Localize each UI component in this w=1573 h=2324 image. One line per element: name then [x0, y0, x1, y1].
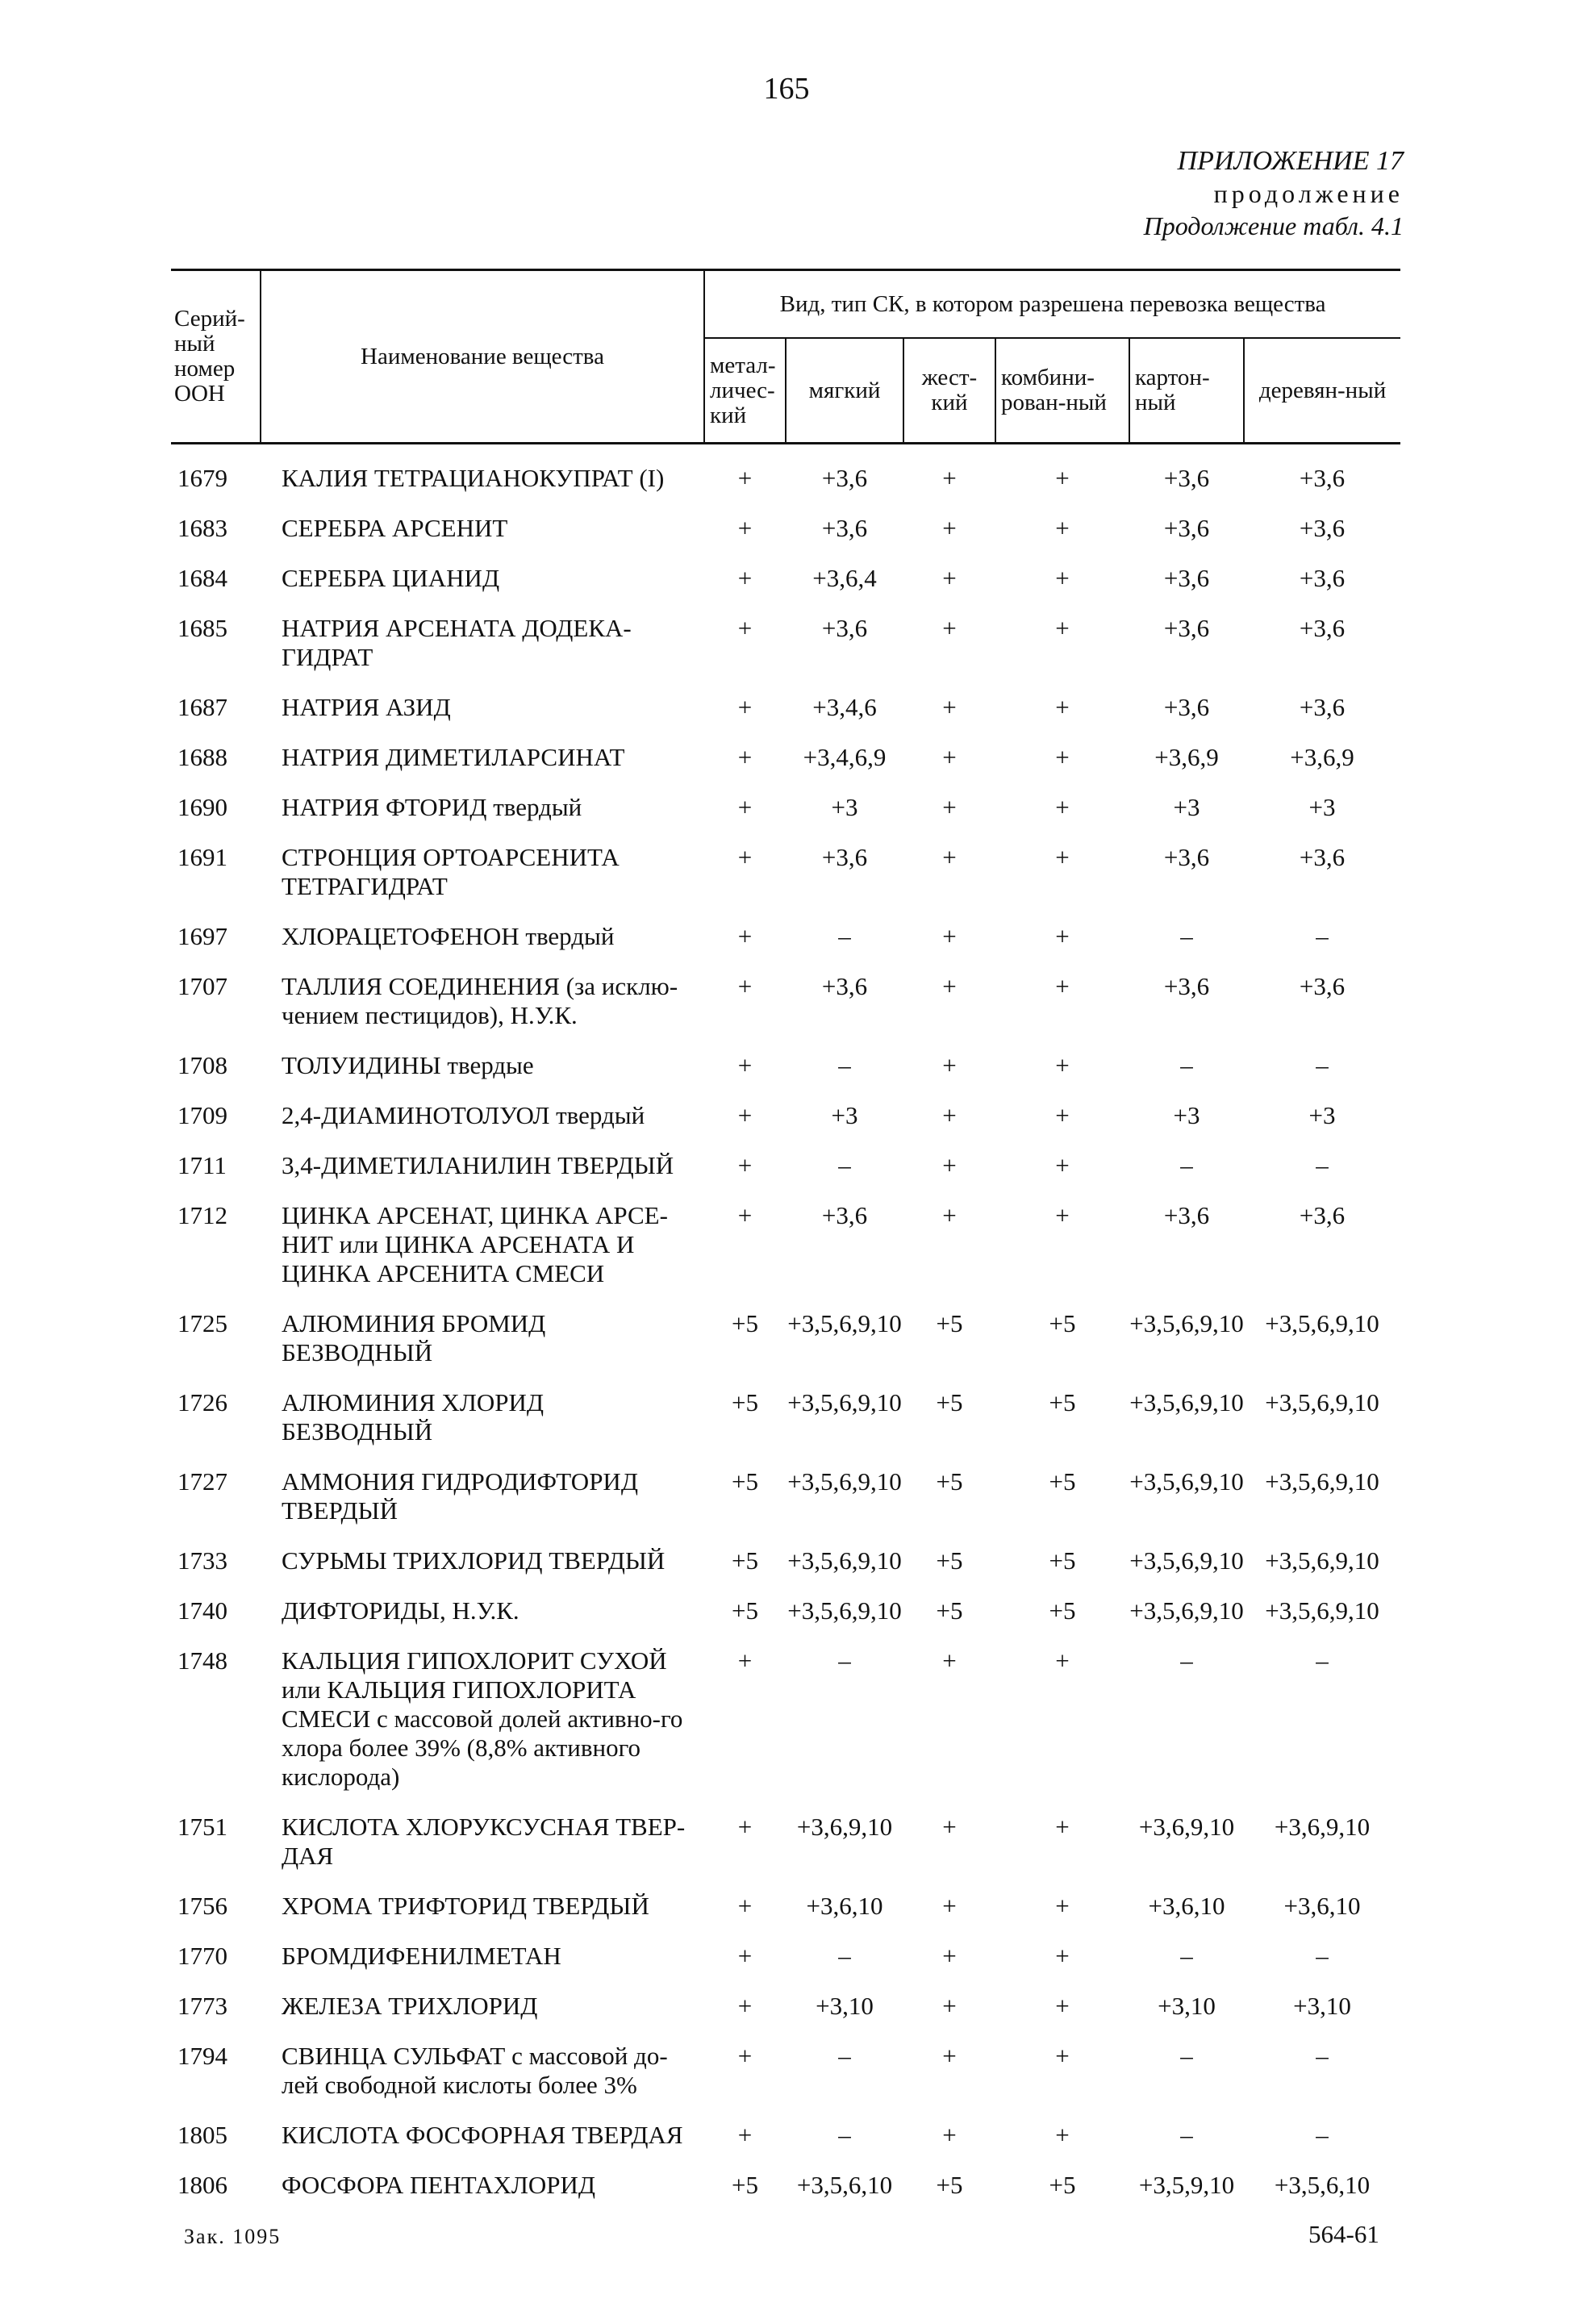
cell-substance-name: КИСЛОТА ФОСФОРНАЯ ТВЕРДАЯ [282, 2121, 683, 2149]
cell-cardboard: – [1180, 1942, 1193, 1970]
cell-rigid: +5 [936, 1596, 963, 1625]
cell-combined: + [1055, 2042, 1070, 2070]
cell-combined: +5 [1049, 1309, 1076, 1337]
cell-soft: – [838, 2042, 851, 2070]
cell-substance-name: БРОМДИФЕНИЛМЕТАН [282, 1942, 561, 1970]
cell-substance-name: НАТРИЯ ФТОРИД твердый [282, 793, 582, 821]
cell-un-number: 1748 [177, 1646, 227, 1675]
cell-metal: + [737, 693, 753, 721]
cell-substance-name: ТАЛЛИЯ СОЕДИНЕНИЯ (за исклю-чением пестицидов), Н.У.К. [282, 972, 678, 1029]
cell-cardboard: +3,6 [1163, 1201, 1210, 1229]
table-row [171, 782, 1400, 832]
cell-metal: + [737, 1942, 753, 1970]
cell-metal: + [737, 2042, 753, 2070]
cell-cardboard: – [1180, 1051, 1193, 1079]
table-body [171, 444, 1400, 2211]
cell-wooden: +3,6 [1299, 514, 1346, 542]
cell-metal: + [737, 1992, 753, 2020]
cell-cardboard: +3,10 [1158, 1992, 1216, 2020]
cell-cardboard: +3,6 [1163, 693, 1210, 721]
cell-metal: + [737, 1051, 753, 1079]
cell-soft: +3,6 [821, 1201, 868, 1229]
table-row [171, 732, 1400, 782]
cell-substance-name: КАЛЬЦИЯ ГИПОХЛОРИТ СУХОЙ или КАЛЬЦИЯ ГИПОХЛОРИТА СМЕСИ с массовой долей активно-го хлора более 39% (8,8% активного кислорода) [282, 1646, 683, 1791]
substances-table [171, 269, 1400, 2210]
cell-rigid: +5 [936, 1467, 963, 1496]
cell-metal: + [737, 1101, 753, 1129]
cell-soft: +3,6 [821, 464, 868, 492]
cell-rigid: + [942, 843, 957, 871]
cell-wooden: +3,6 [1299, 843, 1346, 871]
cell-soft: +3,6,4 [812, 564, 877, 592]
cell-substance-name: ЦИНКА АРСЕНАТ, ЦИНКА АРСЕ-НИТ или ЦИНКА АРСЕНАТА И ЦИНКА АРСЕНИТА СМЕСИ [282, 1201, 668, 1287]
cell-wooden: – [1316, 1051, 1329, 1079]
cell-substance-name: СТРОНЦИЯ ОРТОАРСЕНИТА ТЕТРАГИДРАТ [282, 843, 620, 900]
cell-soft: – [838, 1051, 851, 1079]
cell-substance-name: ХЛОРАЦЕТОФЕНОН твердый [282, 922, 615, 950]
cell-rigid: + [942, 614, 957, 642]
page-number: 165 [763, 72, 810, 106]
cell-soft: +3 [831, 1101, 858, 1129]
cell-soft: +3,4,6,9 [803, 743, 887, 771]
cell-wooden: – [1316, 2121, 1329, 2149]
cell-metal: + [737, 843, 753, 871]
cell-un-number: 1709 [177, 1101, 227, 1129]
cell-wooden: +3 [1308, 793, 1336, 821]
cell-un-number: 1805 [177, 2121, 227, 2149]
cell-un-number: 1727 [177, 1467, 227, 1496]
cell-cardboard: +3,6,10 [1148, 1892, 1225, 1920]
table-row [171, 1191, 1400, 1299]
cell-substance-name: СУРЬМЫ ТРИХЛОРИД ТВЕРДЫЙ [282, 1546, 666, 1575]
cell-substance-name: СВИНЦА СУЛЬФАТ с массовой до-лей свободной кислоты более 3% [282, 2042, 668, 2099]
cell-cardboard: +3,5,6,9,10 [1129, 1596, 1244, 1625]
cell-soft: – [838, 1942, 851, 1970]
cell-un-number: 1773 [177, 1992, 227, 2020]
cell-substance-name: СЕРЕБРА АРСЕНИТ [282, 514, 508, 542]
cell-substance-name: КАЛИЯ ТЕТРАЦИАНОКУПРАТ (I) [282, 464, 665, 492]
cell-substance-name: СЕРЕБРА ЦИАНИД [282, 564, 500, 592]
cell-metal: + [737, 1151, 753, 1179]
cell-combined: + [1055, 1201, 1070, 1229]
cell-cardboard: +3 [1173, 1101, 1200, 1129]
cell-rigid: + [942, 1813, 957, 1841]
cell-un-number: 1685 [177, 614, 227, 642]
cell-metal: + [737, 1646, 753, 1675]
cell-rigid: + [942, 922, 957, 950]
cell-rigid: +5 [936, 1388, 963, 1417]
cell-metal: + [737, 514, 753, 542]
cell-rigid: + [942, 1151, 957, 1179]
table-row [171, 1881, 1400, 1931]
cell-un-number: 1690 [177, 793, 227, 821]
cell-combined: + [1055, 1892, 1070, 1920]
table-row [171, 2160, 1400, 2210]
cell-rigid: + [942, 1646, 957, 1675]
cell-rigid: + [942, 1101, 957, 1129]
cell-combined: + [1055, 843, 1070, 871]
appendix-title: ПРИЛОЖЕНИЕ 17 [1177, 146, 1404, 176]
cell-cardboard: +3,6 [1163, 843, 1210, 871]
header-container-type-group: Вид, тип СК, в котором разрешена перевозка вещества [704, 270, 1400, 339]
cell-wooden: +3 [1308, 1101, 1336, 1129]
cell-combined: + [1055, 514, 1070, 542]
cell-wooden: +3,10 [1293, 1992, 1351, 2020]
cell-combined: + [1055, 693, 1070, 721]
cell-soft: +3,4,6 [812, 693, 877, 721]
cell-un-number: 1751 [177, 1813, 227, 1841]
cell-wooden: +3,5,6,9,10 [1265, 1388, 1379, 1417]
cell-wooden: +3,5,6,9,10 [1265, 1467, 1379, 1496]
cell-rigid: + [942, 564, 957, 592]
cell-soft: +3,6,10 [806, 1892, 883, 1920]
cell-substance-name: ТОЛУИДИНЫ твердые [282, 1051, 534, 1079]
cell-soft: +3,5,6,9,10 [787, 1596, 902, 1625]
cell-substance-name: АММОНИЯ ГИДРОДИФТОРИД ТВЕРДЫЙ [282, 1467, 638, 1525]
cell-metal: + [737, 793, 753, 821]
cell-cardboard: +3,5,6,9,10 [1129, 1546, 1244, 1575]
cell-rigid: + [942, 464, 957, 492]
cell-wooden: +3,6 [1299, 464, 1346, 492]
table-row [171, 603, 1400, 682]
cell-combined: + [1055, 614, 1070, 642]
cell-rigid: + [942, 2121, 957, 2149]
cell-wooden: +3,6,9 [1290, 743, 1354, 771]
cell-un-number: 1770 [177, 1942, 227, 1970]
cell-cardboard: – [1180, 1151, 1193, 1179]
cell-combined: +5 [1049, 1546, 1076, 1575]
cell-metal: + [737, 1813, 753, 1841]
table-row [171, 832, 1400, 912]
cell-metal: +5 [732, 1596, 758, 1625]
cell-un-number: 1794 [177, 2042, 227, 2070]
cell-combined: +5 [1049, 1596, 1076, 1625]
cell-cardboard: – [1180, 2121, 1193, 2149]
cell-un-number: 1697 [177, 922, 227, 950]
cell-combined: + [1055, 1051, 1070, 1079]
cell-substance-name: НАТРИЯ АРСЕНАТА ДОДЕКА-ГИДРАТ [282, 614, 632, 671]
cell-substance-name: 2,4-ДИАМИНОТОЛУОЛ твердый [282, 1101, 645, 1129]
cell-wooden: +3,6 [1299, 1201, 1346, 1229]
cell-substance-name: АЛЮМИНИЯ БРОМИД БЕЗВОДНЫЙ [282, 1309, 546, 1366]
cell-combined: + [1055, 1992, 1070, 2020]
cell-combined: + [1055, 464, 1070, 492]
header-serial-number: Серий-ный номер ООН [171, 270, 261, 444]
table-row [171, 1981, 1400, 2031]
cell-combined: +5 [1049, 1467, 1076, 1496]
table-row [171, 1636, 1400, 1802]
header-rigid: жест-кий [903, 338, 995, 444]
cell-soft: +3,6 [821, 972, 868, 1000]
cell-rigid: + [942, 514, 957, 542]
cell-wooden: – [1316, 1151, 1329, 1179]
table-row [171, 1299, 1400, 1378]
cell-soft: +3,6,9,10 [796, 1813, 893, 1841]
header-soft: мягкий [786, 338, 903, 444]
header-block [1144, 145, 1404, 242]
table-row [171, 444, 1400, 504]
cell-substance-name: ДИФТОРИДЫ, Н.У.К. [282, 1596, 519, 1625]
table-row [171, 1536, 1400, 1586]
header-metal: метал-личес-кий [704, 338, 786, 444]
cell-combined: + [1055, 1942, 1070, 1970]
cell-wooden: +3,6 [1299, 972, 1346, 1000]
cell-substance-name: ЖЕЛЕЗА ТРИХЛОРИД [282, 1992, 538, 2020]
cell-metal: + [737, 1892, 753, 1920]
cell-wooden: +3,6 [1299, 614, 1346, 642]
cell-wooden: +3,5,6,9,10 [1265, 1546, 1379, 1575]
cell-rigid: + [942, 1942, 957, 1970]
table-row [171, 1802, 1400, 1881]
table-row [171, 503, 1400, 553]
cell-combined: + [1055, 972, 1070, 1000]
cell-un-number: 1756 [177, 1892, 227, 1920]
header-substance-name: Наименование вещества [261, 270, 704, 444]
cell-metal: +5 [732, 1467, 758, 1496]
cell-rigid: +5 [936, 1546, 963, 1575]
cell-combined: +5 [1049, 1388, 1076, 1417]
cell-substance-name: КИСЛОТА ХЛОРУКСУСНАЯ ТВЕР-ДАЯ [282, 1813, 686, 1870]
cell-soft: – [838, 2121, 851, 2149]
cell-cardboard: +3 [1173, 793, 1200, 821]
cell-metal: + [737, 1201, 753, 1229]
table-row [171, 682, 1400, 732]
cell-combined: + [1055, 564, 1070, 592]
cell-un-number: 1725 [177, 1309, 227, 1337]
cell-rigid: + [942, 2042, 957, 2070]
cell-un-number: 1733 [177, 1546, 227, 1575]
cell-metal: +5 [732, 1546, 758, 1575]
cell-substance-name: НАТРИЯ ДИМЕТИЛАРСИНАТ [282, 743, 625, 771]
cell-substance-name: ХРОМА ТРИФТОРИД ТВЕРДЫЙ [282, 1892, 649, 1920]
cell-un-number: 1683 [177, 514, 227, 542]
cell-cardboard: – [1180, 1646, 1193, 1675]
footer-order-number: Зак. 1095 [184, 2225, 282, 2248]
cell-soft: +3,6 [821, 843, 868, 871]
cell-wooden: +3,6,10 [1283, 1892, 1361, 1920]
cell-rigid: + [942, 1201, 957, 1229]
cell-metal: + [737, 972, 753, 1000]
cell-cardboard: +3,6,9,10 [1138, 1813, 1235, 1841]
cell-soft: +3,5,6,9,10 [787, 1309, 902, 1337]
cell-cardboard: +3,5,9,10 [1138, 2171, 1235, 2199]
cell-substance-name: ФОСФОРА ПЕНТАХЛОРИД [282, 2171, 596, 2199]
cell-un-number: 1688 [177, 743, 227, 771]
cell-rigid: + [942, 743, 957, 771]
cell-rigid: + [942, 972, 957, 1000]
cell-rigid: + [942, 1892, 957, 1920]
cell-soft: +3,5,6,9,10 [787, 1546, 902, 1575]
cell-un-number: 1679 [177, 464, 227, 492]
cell-un-number: 1691 [177, 843, 227, 871]
cell-rigid: +5 [936, 1309, 963, 1337]
table-row [171, 1586, 1400, 1636]
cell-soft: +3,5,6,9,10 [787, 1388, 902, 1417]
header-cardboard: картон-ный [1129, 338, 1244, 444]
cell-cardboard: +3,6 [1163, 564, 1210, 592]
table-row [171, 912, 1400, 962]
cell-metal: +5 [732, 1309, 758, 1337]
cell-metal: + [737, 564, 753, 592]
cell-un-number: 1708 [177, 1051, 227, 1079]
cell-cardboard: – [1180, 2042, 1193, 2070]
substances-table-container [171, 269, 1400, 2210]
cell-un-number: 1806 [177, 2171, 227, 2199]
cell-un-number: 1707 [177, 972, 227, 1000]
cell-combined: + [1055, 743, 1070, 771]
cell-cardboard: +3,5,6,9,10 [1129, 1309, 1244, 1337]
cell-wooden: +3,6 [1299, 693, 1346, 721]
cell-substance-name: АЛЮМИНИЯ ХЛОРИД БЕЗВОДНЫЙ [282, 1388, 544, 1446]
cell-cardboard: +3,6 [1163, 514, 1210, 542]
cell-wooden: – [1316, 922, 1329, 950]
table-row [171, 1931, 1400, 1981]
cell-wooden: +3,6 [1299, 564, 1346, 592]
cell-wooden: – [1316, 1942, 1329, 1970]
cell-combined: + [1055, 1151, 1070, 1179]
cell-metal: + [737, 614, 753, 642]
cell-cardboard: +3,6,9 [1154, 743, 1219, 771]
table-row [171, 1091, 1400, 1141]
cell-combined: + [1055, 793, 1070, 821]
cell-soft: – [838, 1151, 851, 1179]
cell-combined: + [1055, 2121, 1070, 2149]
cell-soft: +3,6 [821, 514, 868, 542]
cell-wooden: – [1316, 1646, 1329, 1675]
cell-combined: + [1055, 1101, 1070, 1129]
header-wooden: деревян-ный [1244, 338, 1400, 444]
cell-rigid: + [942, 1051, 957, 1079]
cell-metal: + [737, 922, 753, 950]
cell-soft: – [838, 922, 851, 950]
cell-metal: + [737, 2121, 753, 2149]
cell-soft: +3,10 [816, 1992, 874, 2020]
cell-rigid: +5 [936, 2171, 963, 2199]
cell-rigid: + [942, 793, 957, 821]
footer-code: 564-61 [1308, 2220, 1379, 2248]
cell-metal: +5 [732, 2171, 758, 2199]
cell-un-number: 1711 [177, 1151, 227, 1179]
cell-metal: + [737, 464, 753, 492]
cell-substance-name: 3,4-ДИМЕТИЛАНИЛИН ТВЕРДЫЙ [282, 1151, 674, 1179]
cell-wooden: +3,5,6,9,10 [1265, 1596, 1379, 1625]
table-row [171, 962, 1400, 1041]
cell-un-number: 1726 [177, 1388, 227, 1417]
table-row [171, 1041, 1400, 1091]
cell-combined: + [1055, 1646, 1070, 1675]
cell-wooden: +3,5,6,10 [1274, 2171, 1371, 2199]
cell-combined: +5 [1049, 2171, 1076, 2199]
cell-wooden: +3,5,6,9,10 [1265, 1309, 1379, 1337]
cell-un-number: 1712 [177, 1201, 227, 1229]
cell-soft: +3,5,6,10 [796, 2171, 893, 2199]
cell-cardboard: +3,6 [1163, 972, 1210, 1000]
table-row [171, 2031, 1400, 2110]
cell-cardboard: +3,6 [1163, 464, 1210, 492]
cell-soft: +3,6 [821, 614, 868, 642]
cell-substance-name: НАТРИЯ АЗИД [282, 693, 451, 721]
cell-un-number: 1684 [177, 564, 227, 592]
cell-soft: +3,5,6,9,10 [787, 1467, 902, 1496]
cell-soft: – [838, 1646, 851, 1675]
cell-un-number: 1687 [177, 693, 227, 721]
table-row [171, 553, 1400, 603]
table-header [171, 270, 1400, 444]
header-combined: комбини-рован-ный [995, 338, 1129, 444]
table-row [171, 1457, 1400, 1536]
continuation-label: продолжение [1213, 179, 1404, 208]
table-row [171, 1378, 1400, 1457]
cell-cardboard: +3,5,6,9,10 [1129, 1388, 1244, 1417]
cell-rigid: + [942, 693, 957, 721]
table-continuation-label: Продолжение табл. 4.1 [1143, 211, 1404, 240]
cell-wooden: – [1316, 2042, 1329, 2070]
table-row [171, 1141, 1400, 1191]
cell-metal: + [737, 743, 753, 771]
cell-metal: +5 [732, 1388, 758, 1417]
table-row [171, 2110, 1400, 2160]
cell-rigid: + [942, 1992, 957, 2020]
cell-soft: +3 [831, 793, 858, 821]
cell-un-number: 1740 [177, 1596, 227, 1625]
cell-combined: + [1055, 1813, 1070, 1841]
cell-cardboard: – [1180, 922, 1193, 950]
cell-cardboard: +3,5,6,9,10 [1129, 1467, 1244, 1496]
cell-wooden: +3,6,9,10 [1274, 1813, 1371, 1841]
cell-combined: + [1055, 922, 1070, 950]
cell-cardboard: +3,6 [1163, 614, 1210, 642]
